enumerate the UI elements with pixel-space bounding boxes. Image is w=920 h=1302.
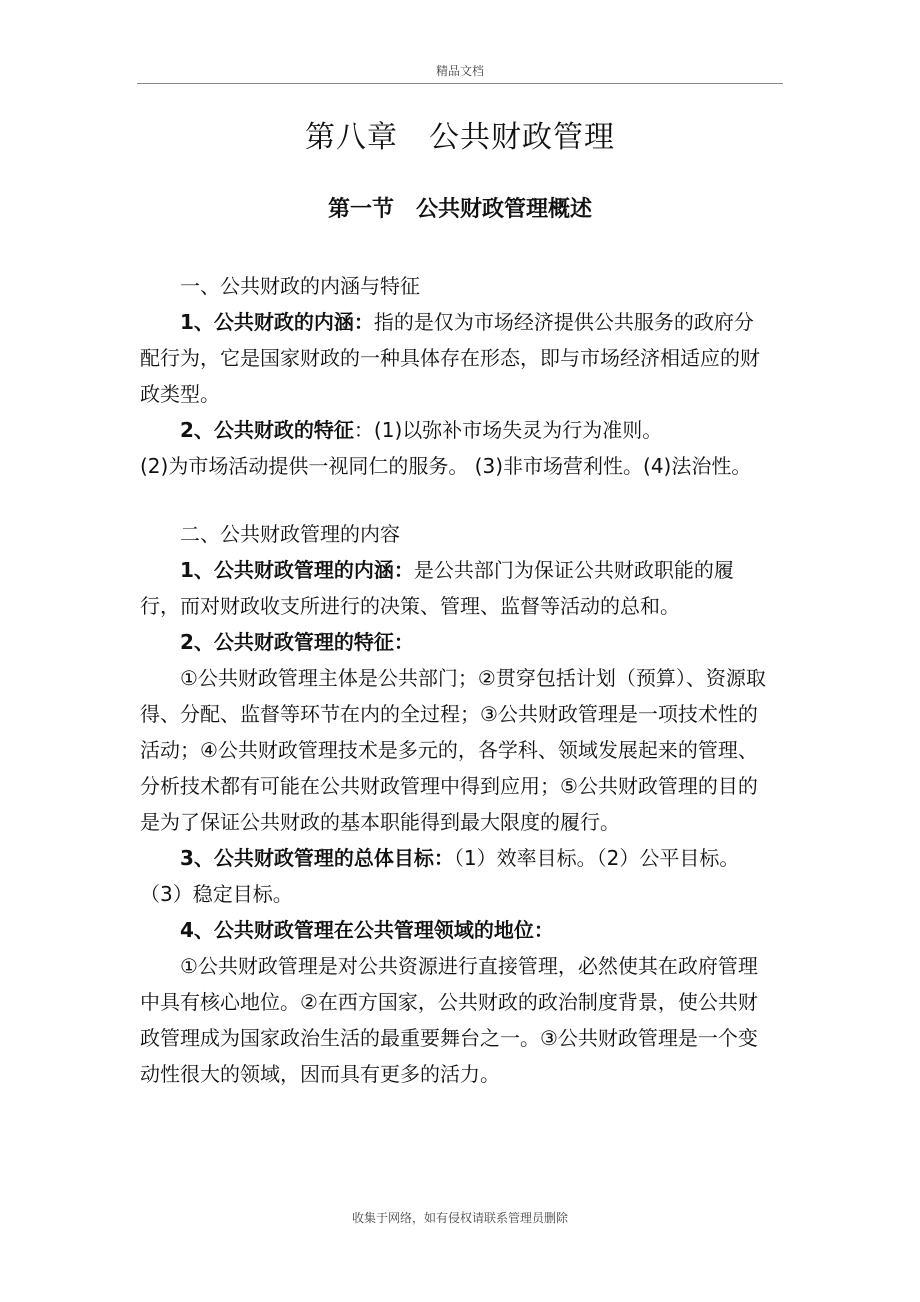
page-header: 精品文档 [137,62,783,84]
paragraph-text: （1）效率目标。（2）公平目标。（3）稳定目标。 [140,846,740,906]
section2-paragraph-4-heading: 4、公共财政管理在公共管理领域的地位： [180,918,554,942]
paragraph-text: 是公共部门为保证公共财政职能的履行，而对财政收支所进行的决策、管理、监督等活动的总和。 [140,558,734,618]
term-label: 2、公共财政的特征 [180,418,354,442]
section2-paragraph-2-heading: 2、公共财政管理的特征： [180,630,414,654]
chapter-title: 第八章 公共财政管理 [305,120,615,155]
section-title: 第一节 公共财政管理概述 [327,197,592,222]
term-label: 3、公共财政管理的总体目标： [180,846,454,870]
section2-paragraph-1 [140,552,772,624]
paragraph-text: ：(1)以弥补市场失灵为行为准则。 [353,418,663,442]
section2-paragraph-4-body: ①公共财政管理是对公共资源进行直接管理，必然使其在政府管理中具有核心地位。②在西方国家，公共财政的政治制度背景，使公共财政管理成为国家政治生活的最重要舞台之一。③公共财政管理是一个变动性很大的领域，因而具有更多的活力。 [140,954,758,1086]
document-body [140,268,772,1092]
section1-paragraph-1 [140,304,772,412]
term-label: 1、公共财政管理的内涵： [180,558,414,582]
section2-paragraph-2-body: ①公共财政管理主体是公共部门；②贯穿包括计划（预算）、资源取得、分配、监督等环节在内的全过程；③公共财政管理是一项技术性的活动；④公共财政管理技术是多元的，各学科、领域发展起来的管理、分析技术都有可能在公共财政管理中得到应用；⑤公共财政管理的目的是为了保证公共财政的基本职能得到最大限度的履行。 [140,666,766,834]
section1-heading: 一、公共财政的内涵与特征 [180,274,420,298]
section1-paragraph-2-continued: (2)为市场活动提供一视同仁的服务。 (3)非市场营利性。(4)法治性。 [140,454,752,478]
section1-paragraph-2 [140,412,772,448]
spacer [140,484,772,516]
page-footer: 收集于网络，如有侵权请联系管理员删除 [351,1211,568,1225]
paragraph-text: 指的是仅为市场经济提供公共服务的政府分配行为，它是国家财政的一种具体存在形态，即与市场经济相适应的财政类型。 [140,310,760,406]
term-label: 1、公共财政的内涵： [180,310,374,334]
section2-heading: 二、公共财政管理的内容 [180,522,400,546]
section2-paragraph-3 [140,840,772,912]
